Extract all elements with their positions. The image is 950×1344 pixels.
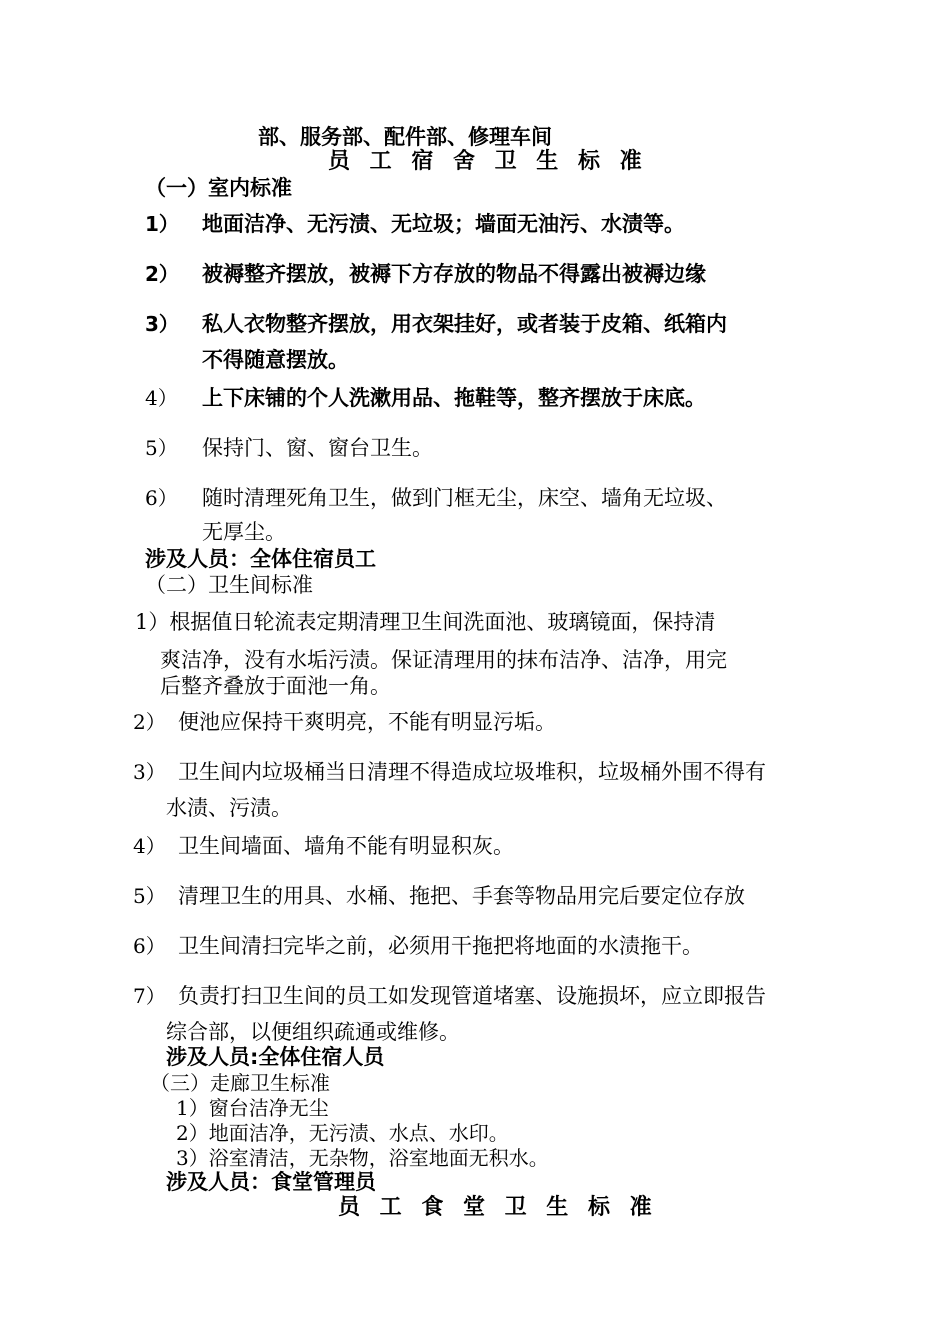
section1-item3-num: 3） xyxy=(145,312,179,336)
section2-item3-cont: 水渍、污渍。 xyxy=(166,796,292,820)
section2-item2-text: 便池应保持干爽明亮，不能有明显污垢。 xyxy=(178,710,556,734)
section2-item7-cont: 综合部，以便组织疏通或维修。 xyxy=(166,1020,460,1044)
section3-staff: 涉及人员：食堂管理员 xyxy=(166,1170,376,1194)
section2-item7-text: 负责打扫卫生间的员工如发现管道堵塞、设施损坏，应立即报告 xyxy=(178,984,766,1008)
section2-item3-num: 3） xyxy=(133,760,166,784)
section1-heading: （一）室内标准 xyxy=(145,176,292,200)
header-line: 部、服务部、配件部、修理车间 xyxy=(258,125,552,149)
section1-item3-cont: 不得随意摆放。 xyxy=(202,348,349,372)
section1-item6-text: 随时清理死角卫生，做到门框无尘，床空、墙角无垃圾、 xyxy=(202,486,727,510)
section2-item1-cont2: 后整齐叠放于面池一角。 xyxy=(160,674,391,698)
section2-item6-num: 6） xyxy=(133,934,166,958)
section1-item1-text: 地面洁净、无污渍、无垃圾；墙面无油污、水渍等。 xyxy=(202,212,685,236)
section2-item1-cont1: 爽洁净，没有水垢污渍。保证清理用的抹布洁净、洁净，用完 xyxy=(160,648,727,672)
section2-item7-num: 7） xyxy=(133,984,166,1008)
section2-item1-text: 1）根据值日轮流表定期清理卫生间洗面池、玻璃镜面，保持清 xyxy=(135,610,716,634)
section1-item4-text: 上下床铺的个人洗漱用品、拖鞋等，整齐摆放于床底。 xyxy=(202,386,706,410)
section2-item6-text: 卫生间清扫完毕之前，必须用干拖把将地面的水渍拖干。 xyxy=(178,934,703,958)
section3-item2: 2）地面洁净，无污渍、水点、水印。 xyxy=(176,1121,509,1145)
section2-staff: 涉及人员:全体住宿人员 xyxy=(166,1045,385,1069)
section1-item3-text: 私人衣物整齐摆放，用衣架挂好，或者装于皮箱、纸箱内 xyxy=(202,312,727,336)
section1-staff: 涉及人员：全体住宿员工 xyxy=(145,547,376,571)
section2-item5-text: 清理卫生的用具、水桶、拖把、手套等物品用完后要定位存放 xyxy=(178,884,745,908)
section2-item2-num: 2） xyxy=(133,710,166,734)
section3-heading: （三）走廊卫生标准 xyxy=(150,1071,330,1095)
section3-item1: 1）窗台洁净无尘 xyxy=(176,1096,329,1120)
section2-item5-num: 5） xyxy=(133,884,166,908)
section2-item4-text: 卫生间墙面、墙角不能有明显积灰。 xyxy=(178,834,514,858)
section2-heading: （二）卫生间标准 xyxy=(145,573,313,597)
section2-item3-text: 卫生间内垃圾桶当日清理不得造成垃圾堆积，垃圾桶外围不得有 xyxy=(178,760,766,784)
section2-item4-num: 4） xyxy=(133,834,166,858)
section-title-canteen: 员 工 食 堂 卫 生 标 准 xyxy=(338,1195,658,1220)
section1-item6-cont: 无厚尘。 xyxy=(202,520,286,544)
page-title: 员 工 宿 舍 卫 生 标 准 xyxy=(328,149,648,174)
section1-item5-text: 保持门、窗、窗台卫生。 xyxy=(202,436,433,460)
section1-item1-num: 1） xyxy=(145,212,179,236)
section1-item6-num: 6） xyxy=(145,486,178,510)
section1-item2-num: 2） xyxy=(145,262,179,286)
section1-item5-num: 5） xyxy=(145,436,178,460)
section1-item2-text: 被褥整齐摆放，被褥下方存放的物品不得露出被褥边缘 xyxy=(202,262,706,286)
section3-item3: 3）浴室清洁，无杂物，浴室地面无积水。 xyxy=(176,1146,549,1170)
section1-item4-num: 4） xyxy=(145,386,178,410)
